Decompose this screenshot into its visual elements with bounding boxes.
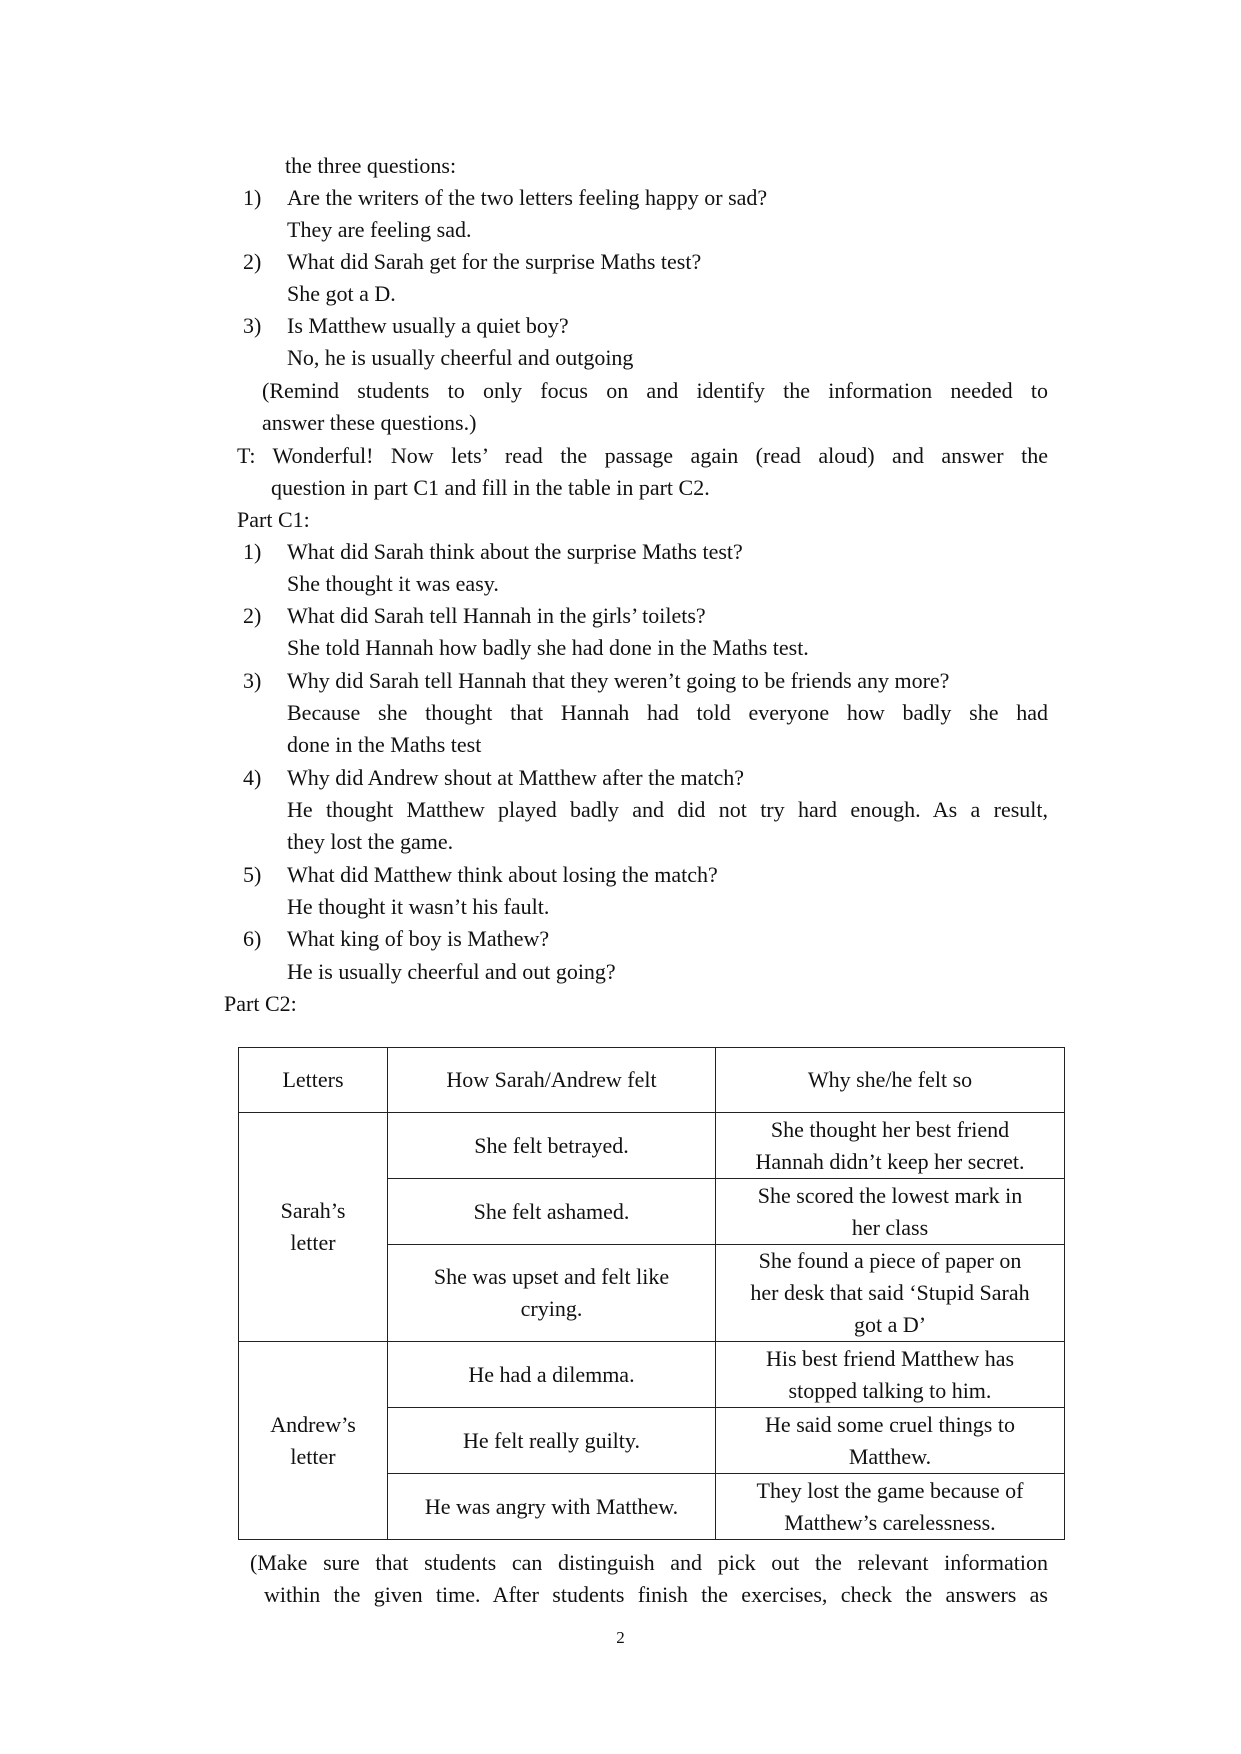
question-number: 1) — [243, 539, 262, 564]
question-text: Why did Andrew shout at Matthew after the match? — [287, 765, 744, 790]
question-number: 2) — [243, 249, 262, 274]
why-cell: His best friend Matthew has stopped talking to him. — [716, 1342, 1065, 1408]
felt-cell: She was upset and felt like crying. — [388, 1245, 716, 1342]
teacher-line: question in part C1 and fill in the table in part C2. — [271, 475, 710, 500]
why-cell: He said some cruel things to Matthew. — [716, 1408, 1065, 1474]
answer-text: Because she thought that Hannah had told everyone how badly she had — [287, 700, 1048, 725]
remind-note-line: answer these questions.) — [262, 410, 477, 435]
question-text: Is Matthew usually a quiet boy? — [287, 313, 569, 338]
question-number: 3) — [243, 668, 262, 693]
question-number: 1) — [243, 185, 262, 210]
question-number: 5) — [243, 862, 262, 887]
intro-line: the three questions: — [285, 153, 457, 178]
question-text: What did Sarah get for the surprise Maths test? — [287, 249, 702, 274]
andrew-letter-cell: Andrew’s letter — [239, 1342, 388, 1540]
answer-text: They are feeling sad. — [287, 217, 472, 242]
question-text: What did Matthew think about losing the match? — [287, 862, 718, 887]
closing-note-line: within the given time. After students finish the exercises, check the answers as — [264, 1582, 1048, 1607]
question-text: What king of boy is Mathew? — [287, 926, 550, 951]
answer-text: She got a D. — [287, 281, 396, 306]
answer-text: He thought Matthew played badly and did not try hard enough. As a result, — [287, 797, 1048, 822]
why-cell: She found a piece of paper on her desk that said ‘Stupid Sarah got a D’ — [716, 1245, 1065, 1342]
answer-text: done in the Maths test — [287, 732, 482, 757]
why-cell: She scored the lowest mark in her class — [716, 1179, 1065, 1245]
header-letters: Letters — [239, 1048, 388, 1113]
felt-cell: He was angry with Matthew. — [388, 1474, 716, 1540]
question-text: What did Sarah think about the surprise Maths test? — [287, 539, 743, 564]
closing-note-line: (Make sure that students can distinguish and pick out the relevant information — [250, 1550, 1048, 1575]
felt-cell: She felt betrayed. — [388, 1113, 716, 1179]
question-number: 6) — [243, 926, 262, 951]
remind-note-line: (Remind students to only focus on and identify the information needed to — [262, 378, 1048, 403]
question-number: 4) — [243, 765, 262, 790]
question-text: Why did Sarah tell Hannah that they weren’t going to be friends any more? — [287, 668, 950, 693]
part-c2-label: Part C2: — [224, 991, 297, 1016]
felt-cell: She felt ashamed. — [388, 1179, 716, 1245]
answer-text: She told Hannah how badly she had done in the Maths test. — [287, 635, 809, 660]
felt-cell: He felt really guilty. — [388, 1408, 716, 1474]
part-c1-label: Part C1: — [237, 507, 310, 532]
sarah-letter-cell: Sarah’s letter — [239, 1113, 388, 1342]
answer-text: He thought it wasn’t his fault. — [287, 894, 550, 919]
table-row — [239, 1342, 1065, 1408]
page-number: 2 — [616, 1628, 625, 1647]
feelings-table — [238, 1047, 1065, 1540]
question-number: 3) — [243, 313, 262, 338]
table-row — [239, 1113, 1065, 1179]
felt-cell: He had a dilemma. — [388, 1342, 716, 1408]
answer-text: they lost the game. — [287, 829, 454, 854]
answer-text: He is usually cheerful and out going? — [287, 959, 616, 984]
answer-text: She thought it was easy. — [287, 571, 499, 596]
table-header-row — [239, 1048, 1065, 1113]
why-cell: They lost the game because of Matthew’s carelessness. — [716, 1474, 1065, 1540]
question-text: Are the writers of the two letters feeling happy or sad? — [287, 185, 768, 210]
question-number: 2) — [243, 603, 262, 628]
answer-text: No, he is usually cheerful and outgoing — [287, 345, 634, 370]
why-cell: She thought her best friend Hannah didn’t keep her secret. — [716, 1113, 1065, 1179]
teacher-line: T: Wonderful! Now lets’ read the passage again (read aloud) and answer the — [237, 443, 1048, 468]
header-why-felt: Why she/he felt so — [716, 1048, 1065, 1113]
header-how-felt: How Sarah/Andrew felt — [388, 1048, 716, 1113]
question-text: What did Sarah tell Hannah in the girls’ toilets? — [287, 603, 706, 628]
